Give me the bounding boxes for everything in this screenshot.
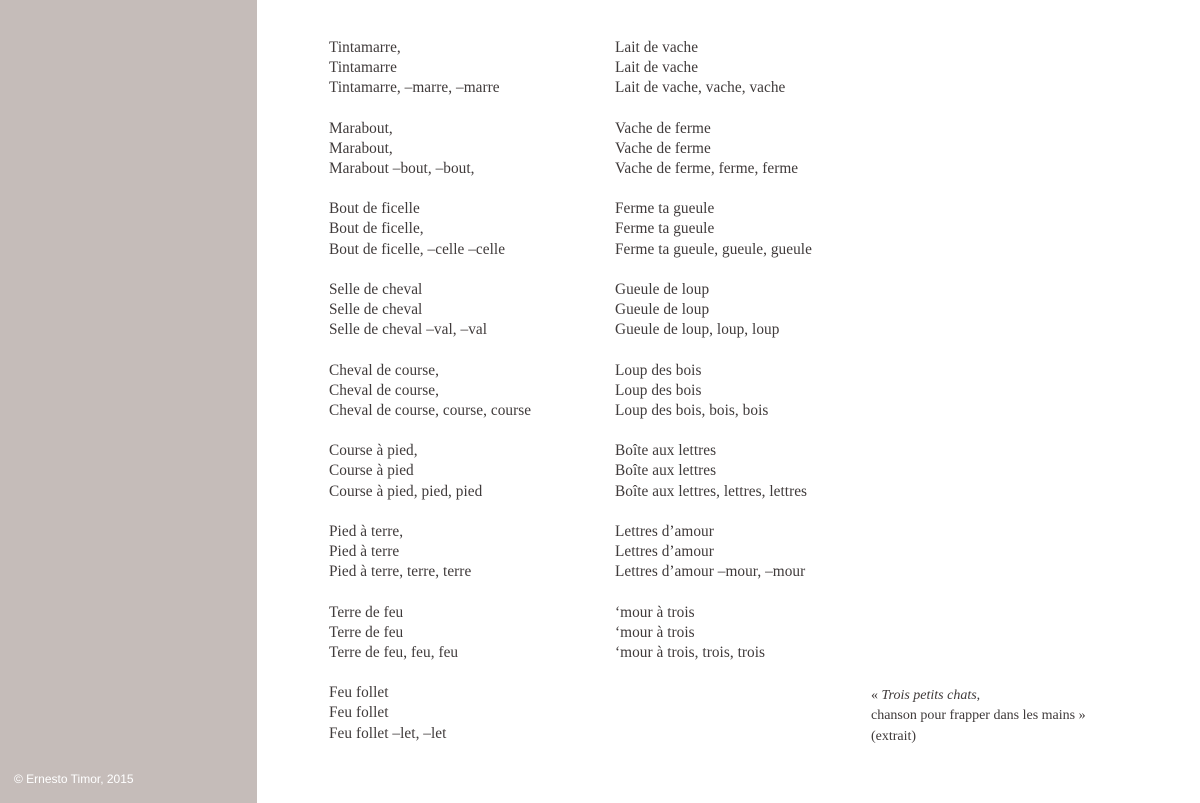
verse-line: Loup des bois [615,361,702,379]
stanza [615,199,875,259]
stanza [615,441,875,501]
verse-line: Lait de vache [615,59,699,77]
stanza [329,522,599,582]
verse-line: Gueule de loup [615,301,710,319]
verse-line: Ferme ta gueule [615,220,715,238]
verse-line: Loup des bois, bois, bois [615,401,769,419]
caption-open-quote: « [871,688,882,703]
verse-line: Lettres d’amour [615,523,714,541]
caption-subtitle: chanson pour frapper dans les mains » [871,708,1086,724]
verse-line: Boîte aux lettres, lettres, lettres [615,482,808,500]
poem-caption [871,686,1086,747]
verse-line: Boîte aux lettres [615,462,717,480]
verse-line: Selle de cheval –val, –val [329,321,488,339]
verse-line: Tintamarre, –marre, –marre [329,79,500,97]
caption-title-line [871,686,1086,706]
verse-line: Bout de ficelle, –celle –celle [329,240,506,258]
verse-line: Selle de cheval [329,301,423,319]
stanza [615,119,875,179]
verse-line: Selle de cheval [329,281,423,299]
verse-line: Lettres d’amour [615,543,714,561]
verse-line: Cheval de course, [329,381,440,399]
verse-line: Lait de vache, vache, vache [615,79,786,97]
verse-line: Bout de ficelle, [329,220,424,238]
stanza [615,280,875,340]
verse-line: ‘mour à trois [615,623,695,641]
stanza [329,361,599,421]
poem-left-column [329,38,599,764]
verse-line: Pied à terre, [329,523,404,541]
verse-line: Feu follet –let, –let [329,724,447,742]
verse-line: Cheval de course, course, course [329,401,532,419]
verse-line: Pied à terre [329,543,400,561]
stanza [615,522,875,582]
verse-line: Lettres d’amour –mour, –mour [615,563,806,581]
caption-title: Trois petits chats [881,688,977,703]
stanza [329,280,599,340]
verse-line: Boîte aux lettres [615,442,717,460]
verse-line: Ferme ta gueule, gueule, gueule [615,240,812,258]
stanza [615,361,875,421]
stanza [329,199,599,259]
verse-line: Terre de feu, feu, feu [329,643,459,661]
verse-line: Gueule de loup [615,281,710,299]
verse-line: Terre de feu [329,603,404,621]
verse-line: Feu follet [329,704,389,722]
verse-line: ‘mour à trois, trois, trois [615,643,766,661]
stanza [329,683,599,743]
verse-line: Course à pied, [329,442,418,460]
caption-title-suffix: , [976,688,981,703]
verse-line: Course à pied, pied, pied [329,482,483,500]
verse-line: Tintamarre, [329,39,401,56]
verse-line: Vache de ferme, ferme, ferme [615,159,799,177]
sidebar-panel [0,0,257,803]
caption-note: (extrait) [871,728,917,744]
stanza [615,38,875,98]
verse-line: Tintamarre [329,59,397,77]
verse-line: Loup des bois [615,381,702,399]
verse-line: Feu follet [329,684,389,702]
verse-line: Ferme ta gueule [615,200,715,218]
verse-line: Pied à terre, terre, terre [329,563,472,581]
verse-line: Gueule de loup, loup, loup [615,321,780,339]
verse-line: Marabout, [329,119,393,137]
verse-line: Terre de feu [329,623,404,641]
verse-line: Marabout –bout, –bout, [329,159,475,177]
copyright-notice: © Ernesto Timor, 2015 [14,772,134,786]
verse-line: Vache de ferme [615,139,711,157]
stanza [329,38,599,98]
verse-line: ‘mour à trois [615,603,695,621]
stanza [329,441,599,501]
stanza [329,603,599,663]
poem-right-column [615,38,875,683]
stanza [329,119,599,179]
verse-line: Lait de vache [615,39,699,56]
verse-line: Bout de ficelle [329,200,420,218]
verse-line: Course à pied [329,462,414,480]
verse-line: Cheval de course, [329,361,440,379]
verse-line: Vache de ferme [615,119,711,137]
stanza [615,603,875,663]
verse-line: Marabout, [329,139,393,157]
